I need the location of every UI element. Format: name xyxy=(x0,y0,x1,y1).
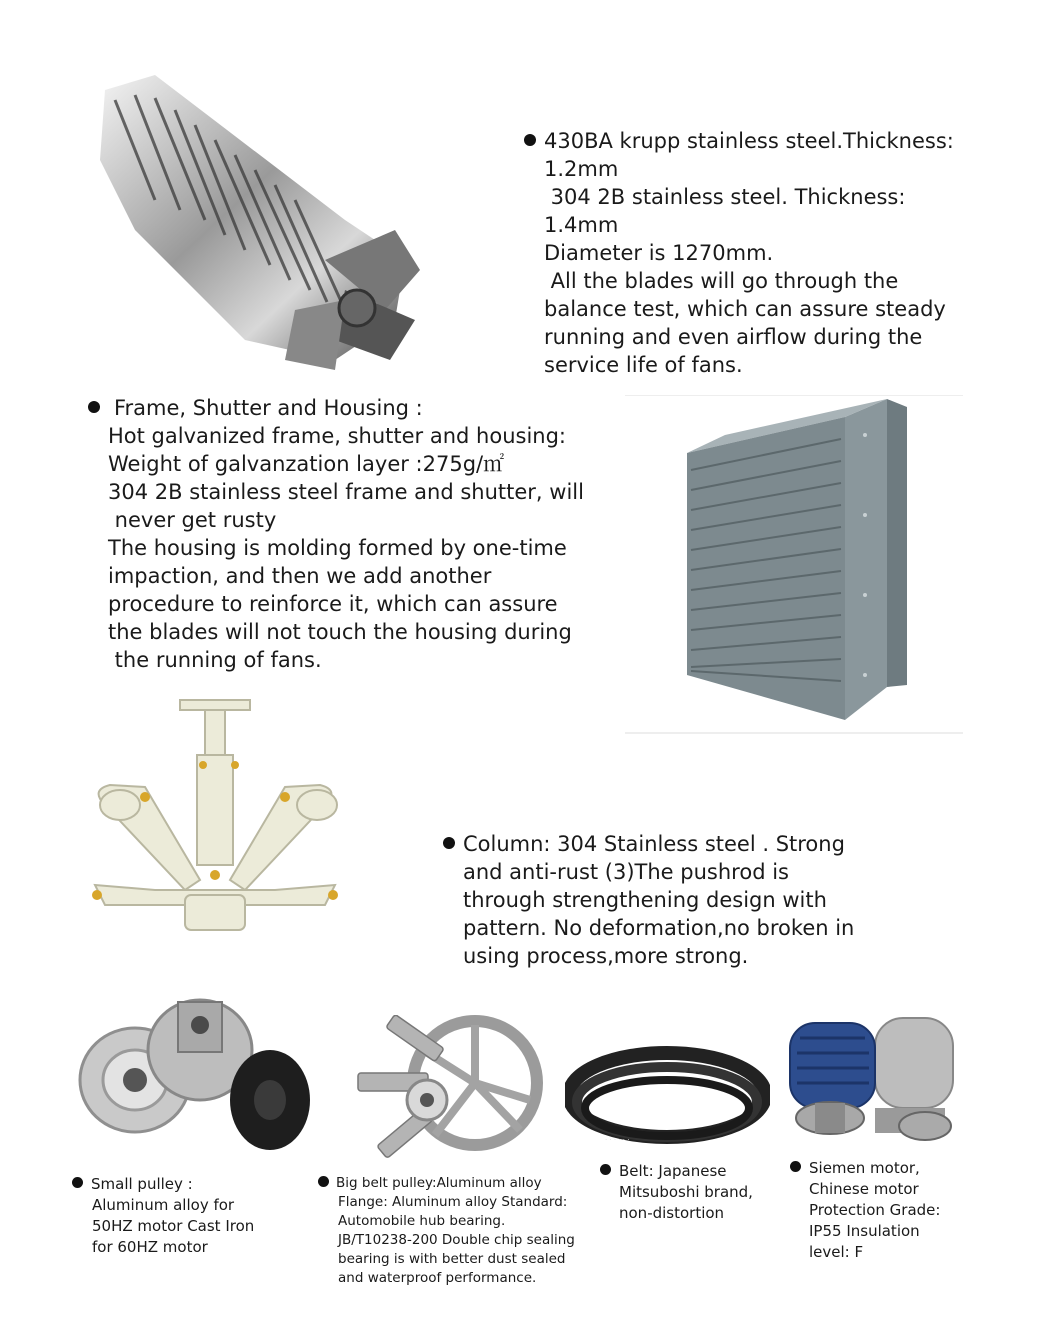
column-line: through strengthening design with xyxy=(463,888,827,912)
column-line: and anti-rust (3)The pushrod is xyxy=(463,860,789,884)
small-pulley-image xyxy=(75,990,315,1155)
blade-line: 1.4mm xyxy=(544,213,619,237)
bullet-icon xyxy=(524,134,536,146)
motor-line: Chinese motor xyxy=(809,1180,919,1198)
big-pulley-line: bearing is with better dust sealed xyxy=(338,1251,566,1267)
blade-line: service life of fans. xyxy=(544,353,743,377)
big-pulley-line: Flange: Aluminum alloy Standard: xyxy=(338,1194,568,1210)
frame-line: impaction, and then we add another xyxy=(108,564,492,588)
motor-line: Protection Grade: xyxy=(809,1201,941,1219)
blade-line: Diameter is 1270mm. xyxy=(544,241,774,265)
motor-line: Siemen motor, xyxy=(790,1158,940,1179)
svg-text:· · · · · ·: · · · · · · xyxy=(605,1136,630,1144)
column-description xyxy=(443,830,854,970)
blade-line: All the blades will go through the xyxy=(544,269,899,293)
blade-line: 304 2B stainless steel. Thickness: xyxy=(544,185,906,209)
bullet-icon xyxy=(88,401,100,413)
motor-description xyxy=(790,1158,940,1263)
frame-line: never get rusty xyxy=(108,508,277,532)
column-pushrod-image xyxy=(85,695,355,945)
bullet-icon xyxy=(72,1177,83,1188)
frame-line: procedure to reinforce it, which can assure xyxy=(108,592,558,616)
frame-description xyxy=(88,394,584,674)
frame-line: Weight of galvanzation layer :275g/㎡ xyxy=(108,452,505,476)
column-line: pattern. No deformation,no broken in xyxy=(463,916,855,940)
frame-line: 304 2B stainless steel frame and shutter, will xyxy=(108,480,584,504)
fan-blades-image xyxy=(95,70,425,370)
frame-line: the running of fans. xyxy=(108,648,322,672)
frame-line: the blades will not touch the housing during xyxy=(108,620,572,644)
blade-line: 430BA krupp stainless steel.Thickness: xyxy=(524,127,954,155)
shutter-housing-image xyxy=(625,395,963,735)
big-pulley-line: Automobile hub bearing. xyxy=(338,1213,506,1229)
blade-line: running and even airflow during the xyxy=(544,325,923,349)
belt-line: non-distortion xyxy=(619,1204,725,1222)
motor-line: level: F xyxy=(809,1243,864,1261)
column-line: using process,more strong. xyxy=(463,944,749,968)
small-pulley-description xyxy=(72,1174,254,1258)
bullet-icon xyxy=(600,1164,611,1175)
blade-description xyxy=(524,127,954,379)
big-pulley-description xyxy=(318,1174,575,1288)
belt-line: Mitsuboshi brand, xyxy=(619,1183,753,1201)
big-pulley-line: and waterproof performance. xyxy=(338,1270,537,1286)
motor-line: IP55 Insulation xyxy=(809,1222,920,1240)
bullet-icon xyxy=(318,1176,329,1187)
bullet-icon xyxy=(443,837,455,849)
big-pulley-line: Big belt pulley:Aluminum alloy xyxy=(318,1174,575,1193)
big-pulley-line: JB/T10238-200 Double chip sealing xyxy=(338,1232,575,1248)
big-belt-pulley-image xyxy=(355,1015,550,1165)
belt-image xyxy=(565,1040,770,1155)
belt-line: Belt: Japanese xyxy=(600,1161,753,1182)
small-pulley-line: Small pulley : xyxy=(72,1174,254,1195)
blade-line: 1.2mm xyxy=(544,157,619,181)
small-pulley-line: 50HZ motor Cast Iron xyxy=(92,1217,255,1235)
column-line: Column: 304 Stainless steel . Strong xyxy=(443,830,854,858)
motor-image xyxy=(785,1008,967,1148)
frame-line: Frame, Shutter and Housing : xyxy=(88,394,584,422)
blade-line: balance test, which can assure steady xyxy=(544,297,946,321)
frame-line: Hot galvanized frame, shutter and housing: xyxy=(108,424,566,448)
belt-description xyxy=(600,1161,753,1224)
frame-line: The housing is molding formed by one-time xyxy=(108,536,567,560)
small-pulley-line: Aluminum alloy for xyxy=(92,1196,235,1214)
small-pulley-line: for 60HZ motor xyxy=(92,1238,208,1256)
bullet-icon xyxy=(790,1161,801,1172)
